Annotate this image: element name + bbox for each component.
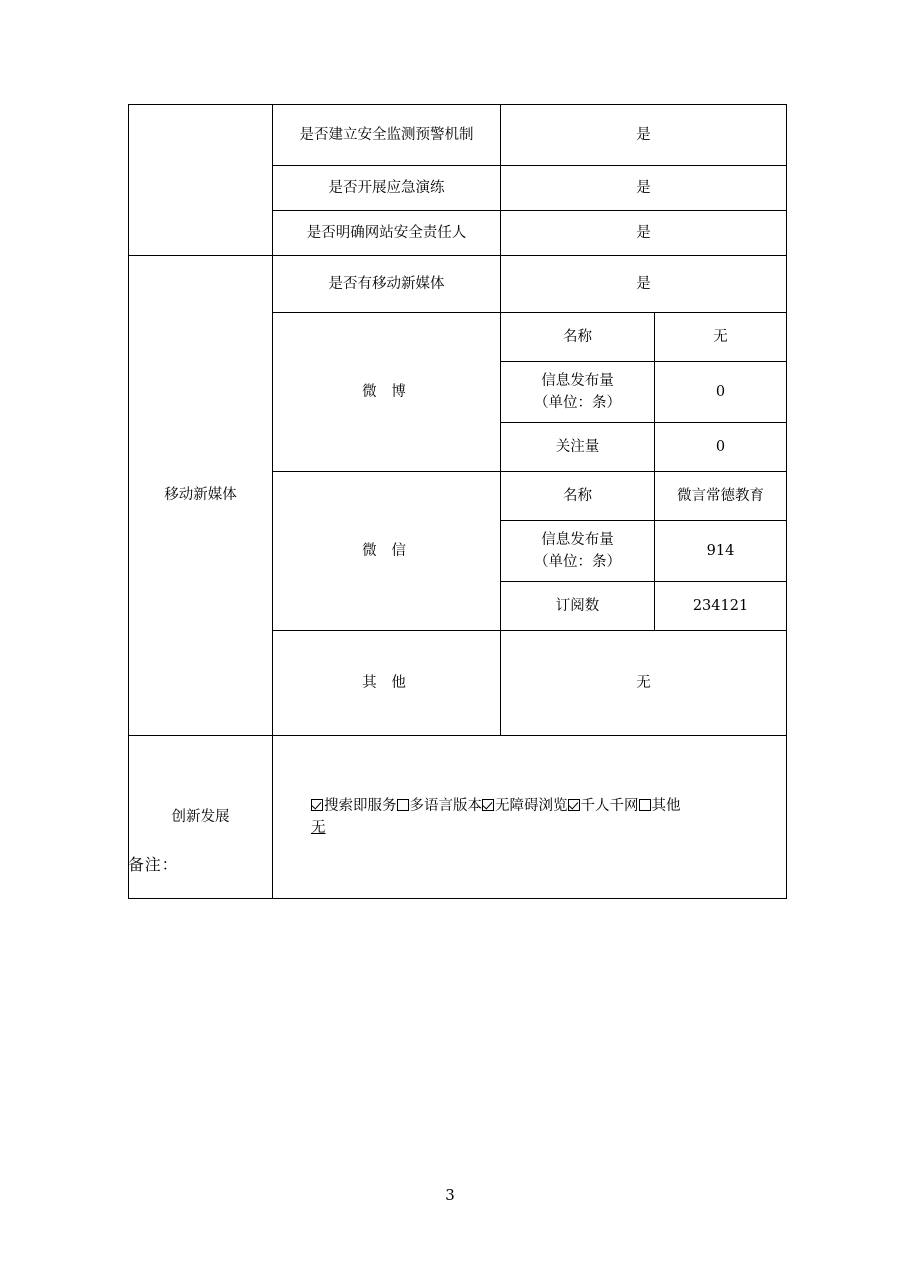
weibo-publish-count-label-line1: 信息发布量: [541, 372, 614, 389]
mobile-media-section-label: 移动新媒体: [129, 256, 273, 736]
security-officer-value: 是: [501, 211, 787, 256]
checkbox-unchecked-icon[interactable]: [397, 799, 409, 811]
weixin-publish-count-label-line1: 信息发布量: [541, 531, 614, 548]
checkbox-checked-icon[interactable]: [311, 799, 323, 811]
weixin-publish-count-label: [501, 521, 655, 582]
innovation-option-label: 其他: [651, 797, 681, 814]
table-row: [129, 736, 787, 899]
innovation-option-label: 千人千网: [580, 797, 639, 814]
checkbox-unchecked-icon[interactable]: [639, 799, 651, 811]
annual-report-table: [128, 104, 787, 899]
innovation-options-cell: [273, 736, 787, 899]
security-monitoring-label: 是否建立安全监测预警机制: [273, 105, 501, 166]
page-number: 3: [445, 1186, 455, 1204]
table-row: [129, 256, 787, 313]
has-mobile-media-value: 是: [501, 256, 787, 313]
table-row: [129, 105, 787, 166]
innovation-option-label: 无障碍浏览: [495, 797, 568, 814]
innovation-option-personalized-web[interactable]: [568, 798, 639, 814]
weixin-name-value: 微言常德教育: [655, 472, 787, 521]
checkbox-checked-icon[interactable]: [568, 799, 580, 811]
innovation-option-other[interactable]: [639, 798, 681, 814]
remark-label: 备注：: [128, 855, 179, 874]
weixin-subscribers-label: 订阅数: [501, 582, 655, 631]
weixin-label: 微 信: [273, 472, 501, 631]
weibo-followers-value: 0: [655, 423, 787, 472]
innovation-option-accessibility[interactable]: [482, 798, 568, 814]
security-monitoring-value: 是: [501, 105, 787, 166]
innovation-other-value: 无: [311, 820, 326, 836]
innovation-option-label: 多语言版本: [409, 797, 482, 814]
security-section-blank-cell: [129, 105, 273, 256]
weibo-publish-count-label-line2: （单位：条）: [534, 395, 621, 411]
weibo-followers-label: 关注量: [501, 423, 655, 472]
checkbox-checked-icon[interactable]: [482, 799, 494, 811]
other-media-value: 无: [501, 631, 787, 736]
innovation-option-label: 搜索即服务: [324, 797, 397, 814]
weibo-name-value: 无: [655, 313, 787, 362]
weibo-name-label: 名称: [501, 313, 655, 362]
innovation-option-multilingual[interactable]: [397, 798, 483, 814]
security-officer-label: 是否明确网站安全责任人: [273, 211, 501, 256]
weixin-subscribers-value: 234121: [655, 582, 787, 631]
other-media-label: 其 他: [273, 631, 501, 736]
emergency-drill-label: 是否开展应急演练: [273, 166, 501, 211]
innovation-option-search-as-service[interactable]: [311, 798, 397, 814]
weixin-name-label: 名称: [501, 472, 655, 521]
innovation-label: 创新发展: [129, 736, 273, 899]
emergency-drill-value: 是: [501, 166, 787, 211]
has-mobile-media-label: 是否有移动新媒体: [273, 256, 501, 313]
weixin-publish-count-label-line2: （单位：条）: [534, 554, 621, 570]
weixin-publish-count-value: 914: [655, 521, 787, 582]
weibo-publish-count-value: 0: [655, 362, 787, 423]
weibo-label: 微 博: [273, 313, 501, 472]
weibo-publish-count-label: [501, 362, 655, 423]
